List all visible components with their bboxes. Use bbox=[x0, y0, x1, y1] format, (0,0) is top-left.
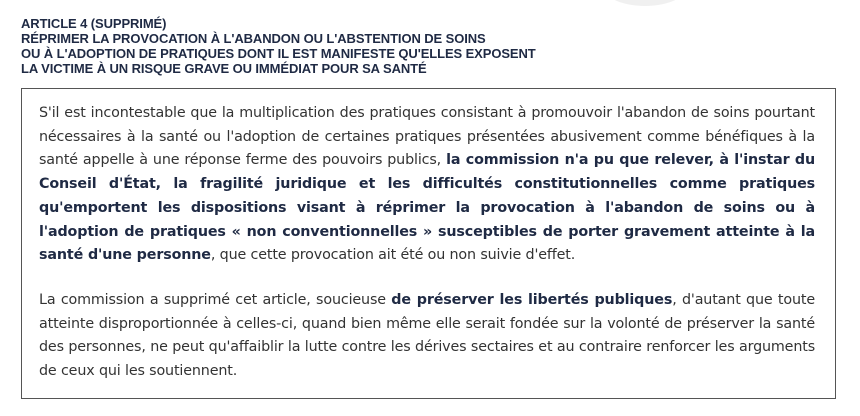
paragraph-text: , que cette provocation ait été ou non suivie d'effet. bbox=[210, 247, 576, 264]
commentary-paragraph-1 bbox=[39, 102, 815, 268]
paragraph-bold-text: de préserver les libertés publiques bbox=[391, 292, 673, 308]
paragraph-text: S'il est incontestable que la multiplication des pratiques consistant à promouvoir l'abandon de soins pourtant nécessaires à la santé ou l'adoption de certaines pratiques présentées abusivement comme bénéfiques à la santé appelle à une réponse ferme des pouvoirs publics, bbox=[39, 105, 815, 169]
heading-line: LA VICTIME À UN RISQUE GRAVE OU IMMÉDIAT POUR SA SANTÉ bbox=[21, 61, 427, 76]
article-heading bbox=[21, 16, 621, 76]
heading-line: RÉPRIMER LA PROVOCATION À L'ABANDON OU L'ABSTENTION DE SOINS bbox=[21, 31, 486, 46]
paragraph-bold-text: la commission n'a pu que relever, à l'instar du Conseil d'État, la fragilité juridique et les difficultés constitutionnelles comme pratiques qu'emportent les dispositions visant à réprimer la provocation à l'abandon de soins ou à l'adoption de pratiques « non conventionnelles » susceptibles de porter gravement atteinte à la santé d'une personne bbox=[39, 152, 816, 264]
commentary-box bbox=[21, 88, 836, 399]
decorative-shadow bbox=[600, 0, 690, 6]
paragraph-text: , d'autant que toute atteinte disproportionnée à celles-ci, quand bien même elle serait fondée sur la volonté de préserver la santé des personnes, ne peut qu'affaiblir la lutte contre les dérives sectaires et au contraire renforcer les arguments de ceux qui les soutiennent. bbox=[39, 292, 815, 380]
heading-line: OU À L'ADOPTION DE PRATIQUES DONT IL EST MANIFESTE QU'ELLES EXPOSENT bbox=[21, 46, 536, 61]
commentary-paragraph-2 bbox=[39, 289, 815, 384]
heading-line-article-number: ARTICLE 4 (SUPPRIMÉ) bbox=[21, 16, 167, 31]
paragraph-text: La commission a supprimé cet article, soucieuse bbox=[39, 292, 392, 308]
